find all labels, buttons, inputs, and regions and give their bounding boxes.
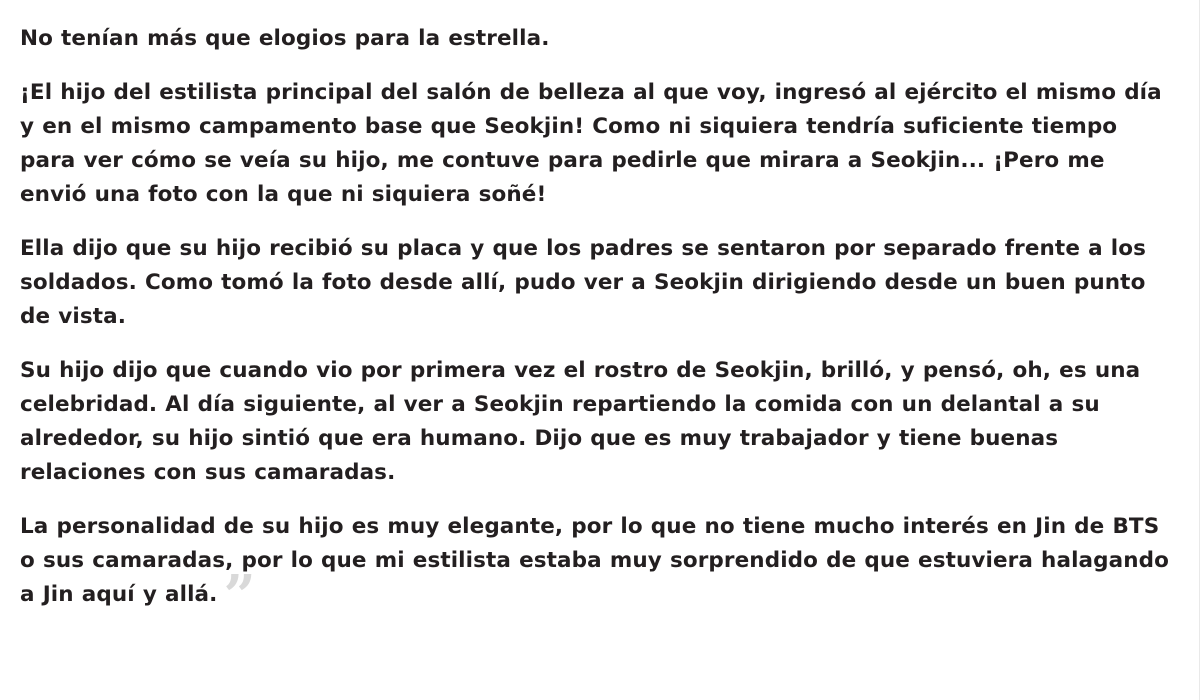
paragraph-3: Ella dijo que su hijo recibió su placa y que los padres se sentaron por separado frente a los soldados. Como tomó la foto desde allí, pudo ver a Seokjin dirigiendo desde un buen punto de vista. bbox=[20, 236, 1147, 329]
paragraph-5: La personalidad de su hijo es muy elegante, por lo que no tiene mucho interés en Jin de BTS o sus camaradas, por lo que mi estilista estaba muy sorprendido de que estuviera halagando a Jin aquí y allá. ” bbox=[20, 514, 1170, 629]
paragraph-1: No tenían más que elogios para la estrella. bbox=[20, 26, 550, 51]
paragraph-4: Su hijo dijo que cuando vio por primera vez el rostro de Seokjin, brilló, y pensó, oh, es una celebridad. Al día siguiente, al ver a Seokjin repartiendo la comida con un delantal a su alrededor, su hijo sintió que era humano. Dijo que es muy trabajador y tiene buenas relaciones con sus camaradas. bbox=[20, 358, 1141, 485]
quoted-article-body bbox=[20, 22, 1174, 629]
paragraph-2: ¡El hijo del estilista principal del salón de belleza al que voy, ingresó al ejército el mismo día y en el mismo campamento base que Seokjin! Como ni siquiera tendría suficiente tiempo para ver cómo se veía su hijo, me contuve para pedirle que mirara a Seokjin... ¡Pero me envió una foto con la que ni siquiera soñé! bbox=[20, 80, 1162, 207]
paragraph-5-text: La personalidad de su hijo es muy elegante, por lo que no tiene mucho interés en Jin de BTS o sus camaradas, por lo que mi estilista estaba muy sorprendido de que estuviera halagando a Jin aquí y allá. bbox=[20, 514, 1170, 607]
